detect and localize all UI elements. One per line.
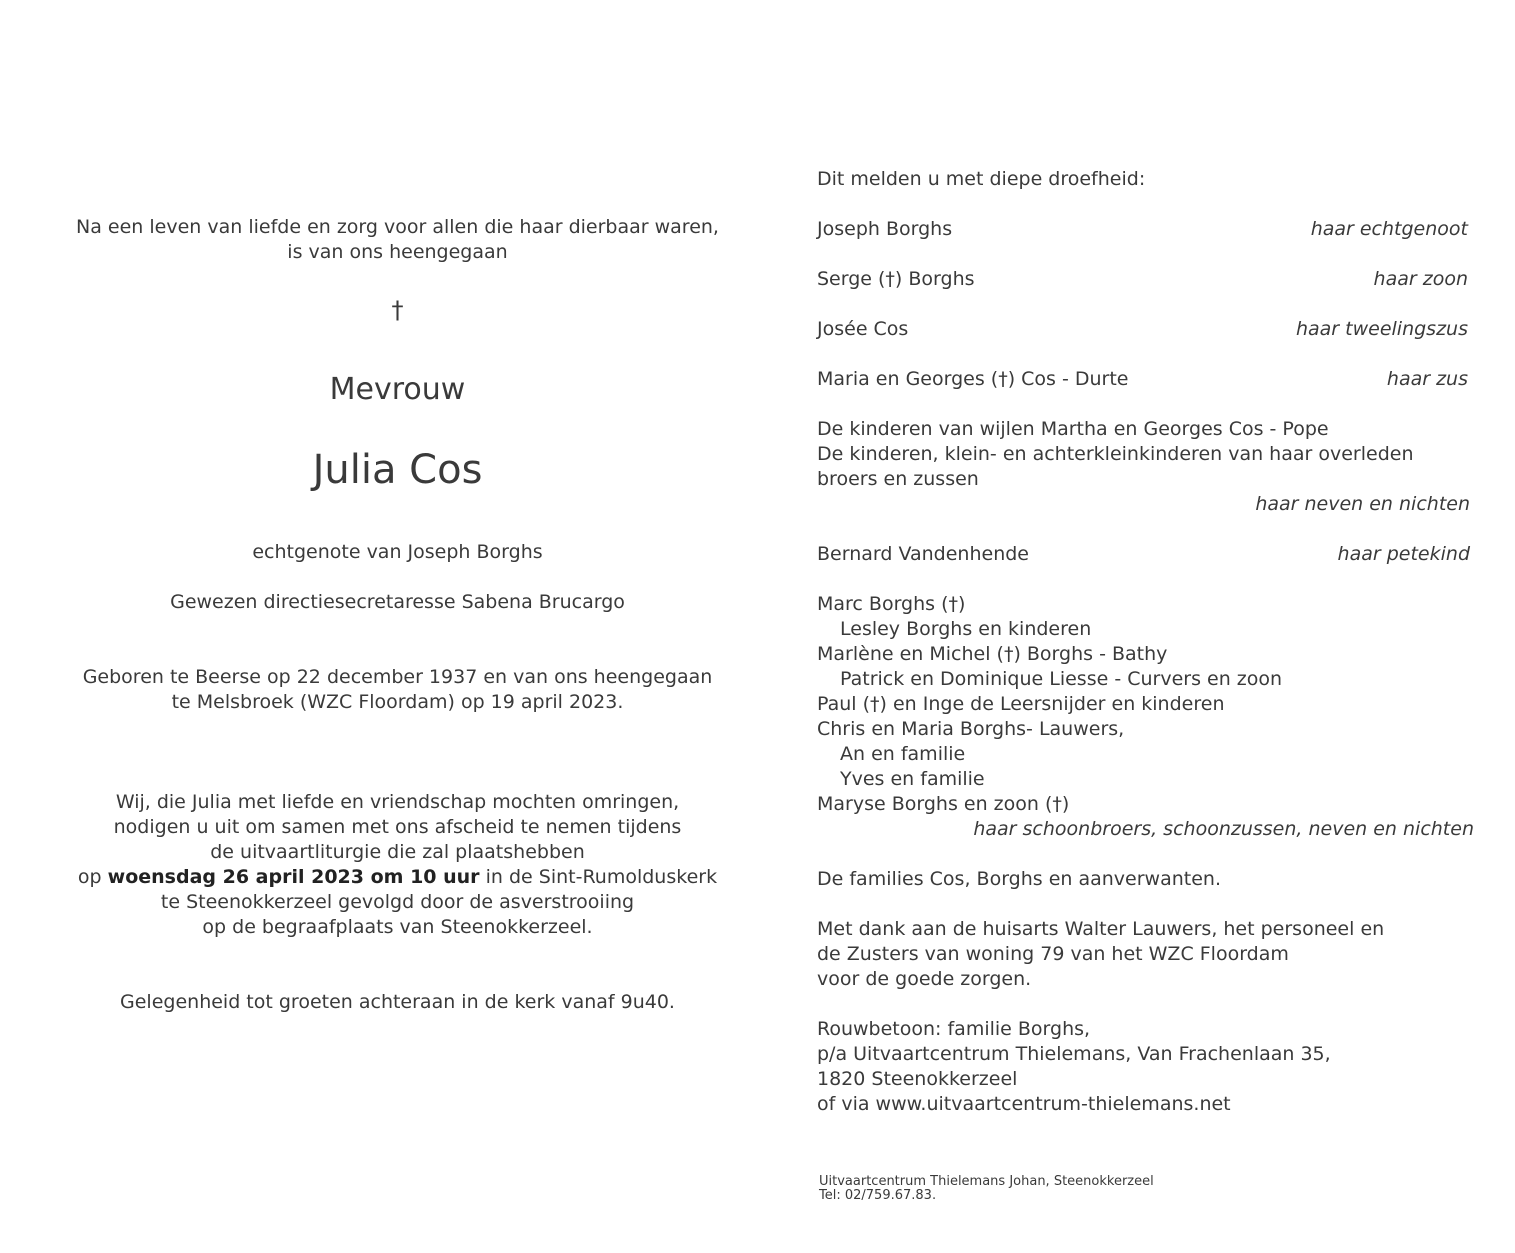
spouse-line: echtgenote van Joseph Borghs [252, 541, 543, 563]
children-relation: haar neven en nichten [1255, 493, 1470, 515]
inlaw-item: Marlène en Michel (†) Borghs - Bathy [817, 643, 1168, 665]
inlaw-item: Patrick en Dominique Liesse - Curvers en zoon [840, 668, 1283, 690]
godchild-row [817, 542, 1470, 567]
cross-symbol: † [391, 296, 404, 324]
relative-name: Josée Cos [817, 318, 909, 340]
children-line-3: broers en zussen [817, 468, 979, 490]
relative-relation: haar echtgenoot [1310, 218, 1468, 240]
children-line-2: De kinderen, klein- en achterkleinkinderen van haar overleden [817, 443, 1414, 465]
relative-row [817, 317, 1468, 342]
invite-line-4-post: in de Sint-Rumolduskerk [479, 866, 718, 888]
invite-line-4 [40, 865, 755, 890]
relative-relation: haar zoon [1373, 268, 1468, 290]
deceased-title: Mevrouw [329, 372, 466, 407]
website-link[interactable]: of via www.uitvaartcentrum-thielemans.net [817, 1093, 1231, 1115]
intro-line-2: is van ons heengegaan [287, 241, 508, 263]
relative-name: Serge (†) Borghs [817, 268, 975, 290]
inlaw-item: Lesley Borghs en kinderen [840, 618, 1092, 640]
born-line-1: Geboren te Beerse op 22 december 1937 en van ons heengegaan [82, 666, 713, 688]
footer-line-1: Uitvaartcentrum Thielemans Johan, Steenokkerzeel [819, 1174, 1154, 1189]
relative-name: Joseph Borghs [817, 218, 953, 240]
greeting-line: Gelegenheid tot groeten achteraan in de kerk vanaf 9u40. [120, 991, 675, 1013]
inlaws-relation: haar schoonbroers, schoonzussen, neven en nichten [973, 818, 1474, 840]
godchild-relation: haar petekind [1337, 543, 1470, 565]
left-column [40, 0, 755, 1253]
inlaw-item: An en familie [840, 743, 966, 765]
relative-name: Maria en Georges (†) Cos - Durte [817, 368, 1129, 390]
deceased-name: Julia Cos [312, 447, 483, 493]
relative-relation: haar zus [1386, 368, 1468, 390]
children-line-1: De kinderen van wijlen Martha en Georges Cos - Pope [817, 418, 1329, 440]
invite-line-2: nodigen u uit om samen met ons afscheid te nemen tijdens [113, 816, 682, 838]
thanks-line-1: Met dank aan de huisarts Walter Lauwers, het personeel en [817, 918, 1385, 940]
thanks-line-2: de Zusters van woning 79 van het WZC Floordam [817, 943, 1289, 965]
relative-relation: haar tweelingszus [1295, 318, 1468, 340]
intro-line-1: Na een leven van liefde en zorg voor allen die haar dierbaar waren, [76, 216, 719, 238]
invite-line-1: Wij, die Julia met liefde en vriendschap mochten omringen, [115, 791, 680, 813]
inlaw-item: Chris en Maria Borghs- Lauwers, [817, 718, 1125, 740]
funeral-date: woensdag 26 april 2023 om 10 uur [107, 866, 480, 888]
inlaw-item: Paul (†) en Inge de Leersnijder en kinderen [817, 693, 1225, 715]
inlaw-item: Maryse Borghs en zoon (†) [817, 793, 1070, 815]
godchild-name: Bernard Vandenhende [817, 543, 1029, 565]
invite-line-5: te Steenokkerzeel gevolgd door de asverstrooiing [160, 891, 635, 913]
address-line-3: 1820 Steenokkerzeel [817, 1068, 1018, 1090]
relative-row [817, 267, 1468, 292]
relative-row [817, 217, 1468, 242]
inlaw-item: Yves en familie [840, 768, 985, 790]
families-line: De families Cos, Borghs en aanverwanten. [817, 868, 1222, 890]
invite-line-3: de uitvaartliturgie die zal plaatshebben [210, 841, 585, 863]
right-column [817, 0, 1477, 1253]
address-line-1: Rouwbetoon: familie Borghs, [817, 1018, 1091, 1040]
invite-line-6: op de begraafplaats van Steenokkerzeel. [202, 916, 593, 938]
inlaw-item: Marc Borghs (†) [817, 593, 966, 615]
occupation-line: Gewezen directiesecretaresse Sabena Brucargo [170, 591, 625, 613]
invite-line-4-pre: op [77, 866, 108, 888]
footer-line-2: Tel: 02/759.67.83. [819, 1188, 937, 1203]
address-line-2: p/a Uitvaartcentrum Thielemans, Van Frachenlaan 35, [817, 1043, 1331, 1065]
announcement-header: Dit melden u met diepe droefheid: [817, 168, 1146, 190]
born-line-2: te Melsbroek (WZC Floordam) op 19 april 2023. [171, 691, 624, 713]
relative-row [817, 367, 1468, 392]
thanks-line-3: voor de goede zorgen. [817, 968, 1032, 990]
